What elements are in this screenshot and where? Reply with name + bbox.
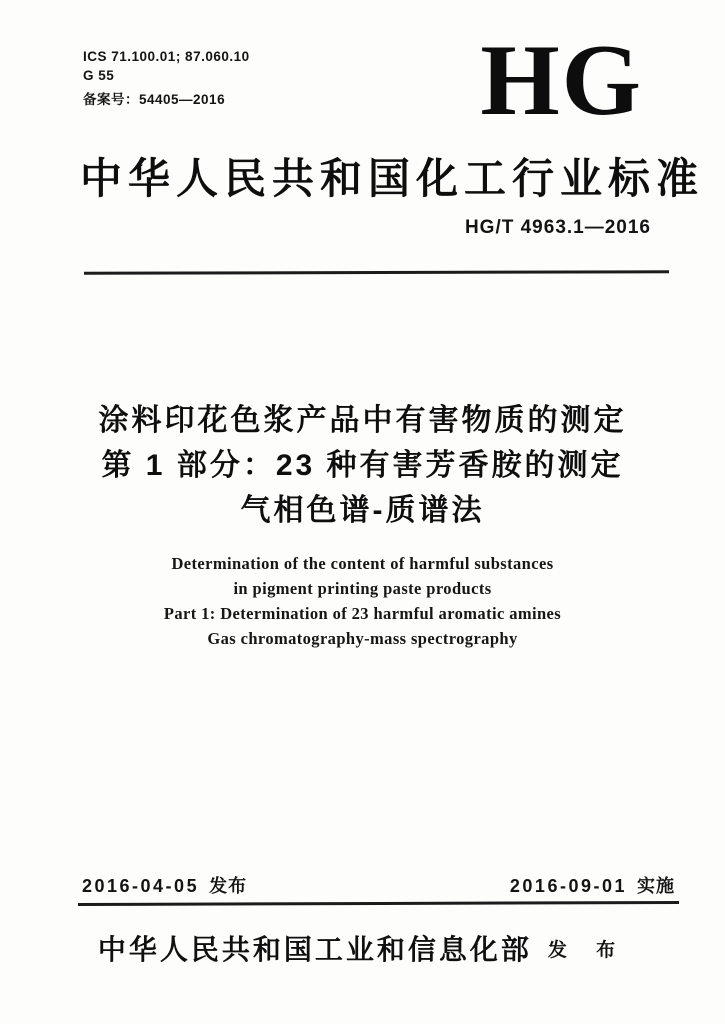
title-en-line4: Gas chromatography-mass spectrography	[207, 629, 518, 648]
publisher-row	[0, 928, 725, 968]
header-divider-line	[84, 270, 669, 275]
classification-codes	[83, 47, 250, 109]
issue-date: 2016-04-05	[82, 876, 200, 896]
title-en-line1: Determination of the content of harmful substances	[171, 554, 554, 573]
implement-label: 实施	[637, 876, 675, 896]
title-en-line3: Part 1: Determination of 23 harmful aromatic amines	[163, 604, 562, 623]
hg-standard-logo: HG	[480, 24, 643, 137]
title-cn-line1: 涂料印花色浆产品中有害物质的测定	[98, 404, 627, 437]
publisher-name: 中华人民共和国工业和信息化部	[97, 934, 532, 965]
standard-category-title: 中华人民共和国化工行业标准	[80, 155, 705, 202]
dates-row	[82, 872, 675, 898]
record-number: 备案号：54405—2016	[83, 92, 226, 107]
standard-number: HG/T 4963.1—2016	[464, 217, 651, 238]
issue-label: 发布	[209, 876, 248, 896]
title-en-line2: in pigment printing paste products	[233, 579, 492, 598]
implement-date: 2016-09-01	[509, 876, 627, 896]
document-title-chinese	[0, 398, 725, 533]
issue-date-group	[82, 872, 247, 898]
document-title-english	[0, 551, 725, 651]
title-cn-line2: 第 1 部分：23 种有害芳香胺的测定	[101, 449, 624, 482]
footer-divider-line	[78, 901, 679, 906]
class-code: G 55	[83, 68, 115, 83]
implement-date-group	[510, 872, 675, 898]
title-cn-line3: 气相色谱-质谱法	[240, 494, 485, 527]
ics-code: ICS 71.100.01; 87.060.10	[83, 49, 250, 64]
publisher-action-label: 发 布	[547, 940, 628, 961]
